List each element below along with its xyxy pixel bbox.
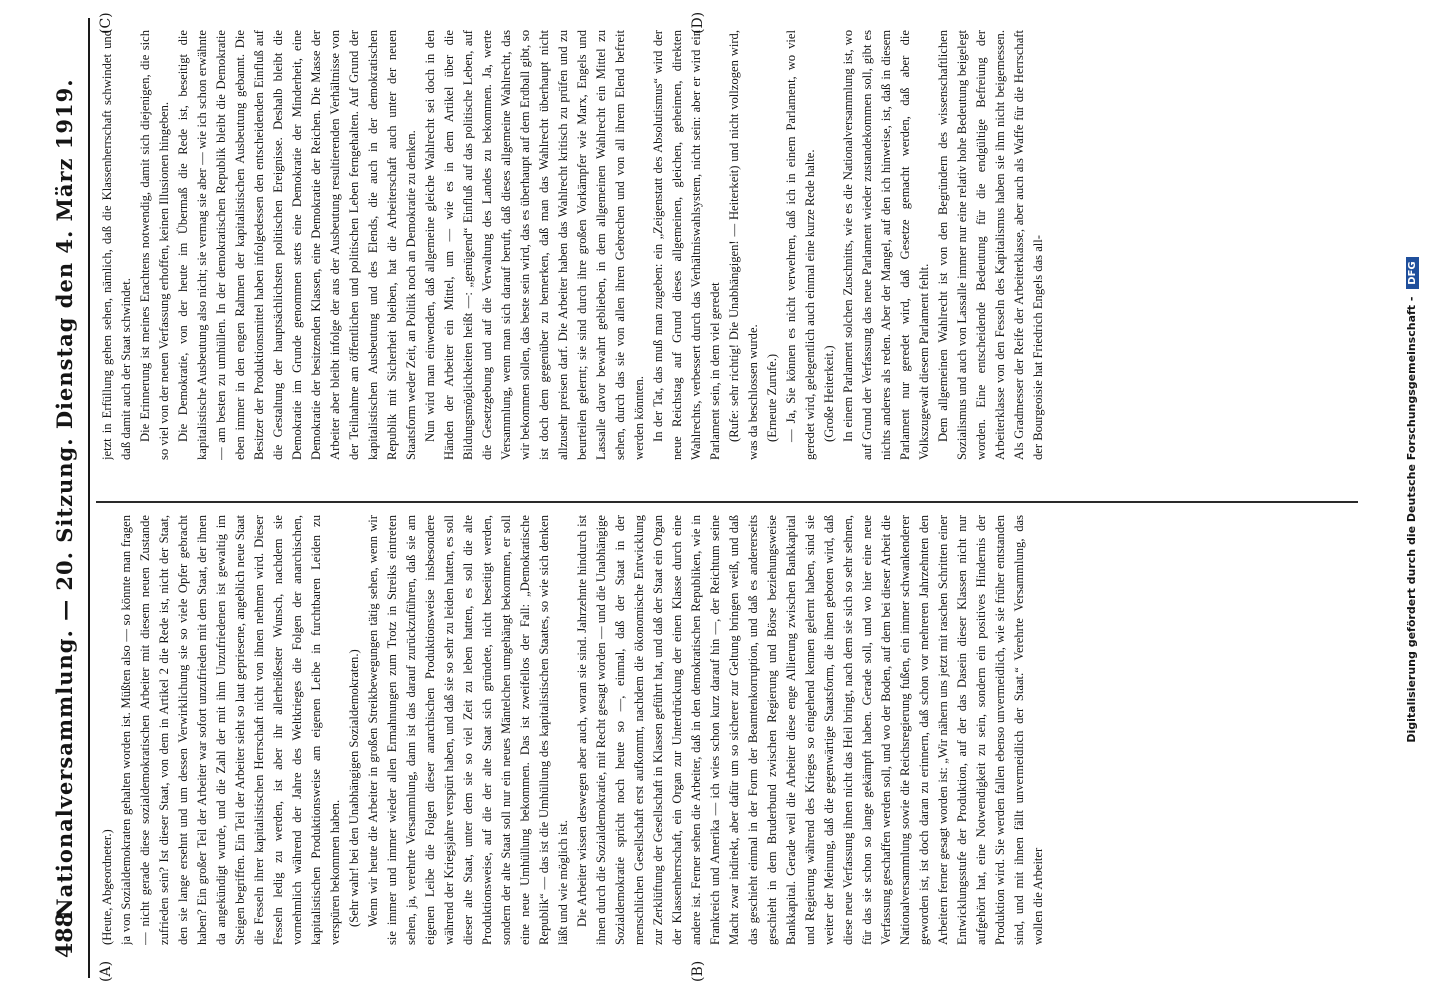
right-column <box>98 30 1348 460</box>
margin-mark-a: (A) <box>98 960 114 982</box>
paragraph: Die Demokratie, von der heute im Übermaß die Rede ist, beseitigt die kapitalistische Ausbeutung also nicht; sie vermag sie aber — wie ich schon erwähnte — am besten zu umhüllen. In der demokratischen Republik bleibt die Demokratie eben immer in den engen Rahmen der kapitalistischen Ausbeutung gebannt. Die Besitzer der Produktionsmittel haben infolgedessen den entscheidenden Einfluß auf die Gestaltung der hauptsächlichsten politischen Ereignisse. Deshalb bleibt die Demokratie im Grunde genommen stets eine Demokratie der Minderheit, eine Demokratie der besitzenden Klassen, eine Demokratie der Reichen. Die Masse der Arbeiter aber bleibt infolge der aus der Ausbeutung resultierenden Verhältnisse von der Teilnahme am öffentlichen und politischen Leben ferngehalten. Auf Grund der kapitalistischen Ausbeutung und des Elends, die auch in der demokratischen Republik mit Sicherheit bleiben, hat die Arbeiterschaft auch unter der neuen Staatsform weder Zeit, an Politik noch an Demokratie zu denken. <box>176 30 418 460</box>
paragraph: In der Tat, das muß man zugeben: ein „Zeigenstatt des Absolutismus“ wird der neue Reichstag auf Grund dieses allgemeinen, gleichen, geheimen, direkten Wahlrechts, verbessert durch das Verhältniswahlsystem, nicht sein: aber er wird ein Parlament sein, in dem viel geredet <box>651 30 722 460</box>
interjection: (Rufe: sehr richtig! Die Unabhängigen! — Heiterkeit) und nicht vollzogen wird, was da beschlossen wurde. <box>727 30 760 460</box>
margin-mark-c: (C) <box>98 12 114 34</box>
paragraph: — Ja, Sie können es nicht verwehren, daß ich in einem Parlament, wo viel geredet wird, gelegentlich auch einmal eine kurze Rede halte. <box>784 30 817 460</box>
speaker-attribution: (Heute, Abgeordneter.) <box>100 829 114 945</box>
paragraph: Die Erinnerung ist meines Erachtens notwendig, damit sich diejenigen, die sich so viel von der neuen Verfassung erhoffen, keinen Illusionen hingeben. <box>138 30 171 460</box>
left-column <box>98 515 1348 945</box>
dfg-logo: DFG <box>1406 257 1419 288</box>
footer-text: Digitalisierung gefördert durch die Deutsche Forschungsgemeinschaft - <box>1405 296 1418 743</box>
page-title: Nationalversammlung. — 20. Sitzung. Dienstag den 4. März 1919. <box>52 78 77 918</box>
paragraph: Die Arbeiter wissen deswegen aber auch, woran sie sind. Jahrzehnte hindurch ist ihnen durch die Sozialdemokratie, mit Recht gesagt worden — und die Unabhängige Sozialdemokratie spricht noch heute so —, einmal, daß der Staat in der menschlichen Gesellschaft erst aufkommt, nachdem die ökonomische Entwicklung zur Zerklüftung der Gesellschaft in Klassen geführt hat, und daß der Staat ein Organ der Klassenherrschaft, ein Organ zur Unterdrückung der einen Klasse durch eine andere ist. Ferner sehen die Arbeiter, daß in den demokratischen Republiken, wie in Frankreich und Amerika — ich wies schon kurz darauf hin —, der Reichtum seine Macht zwar indirekt, aber dafür um so sicherer zur Geltung bringen weiß, und daß das geschieht einmal in der Form der Beamtenkorruption, und daß es andererseits geschieht in dem Bruderbund zwischen Regierung und Börse beziehungsweise Bankkapital. Gerade weil die Arbeiter diese enge Allierung zwischen Bankkapital und Regierung während des Krieges so eingehend kennen gelernt haben, sind sie weiter der Meinung, daß die gegenwärtige Staatsform, die ihnen geboten wird, daß diese neue Verfassung ihnen nicht das Heil bringt, nach dem sie sich so sehr sehnen, für das sie schon so lange gekämpft haben. Gerade soll, und wo hier eine neue Verfassung geschaffen werden soll, und wo der Boden, auf dem bei dieser Arbeit die Nationalversammlung sowie die Reichsregierung fußen, ein immer schwankenderer geworden ist, ist doch daran zu erinnern, daß schon vor mehreren Jahrzehnten den Arbeitern ferner gesagt worden ist: „Wir nähern uns jetzt mit raschen Schritten einer Entwicklungsstufe der Produktion, auf der das Dasein dieser Klassen nicht nur aufgehört hat, eine Notwendigkeit zu sein, sondern ein positives Hindernis der Produktion wird. Sie werden fallen ebenso unvermeidlich, wie sie früher entstanden sind, und mit ihnen fällt unvermeidlich der Staat.“ Verehrte Versammlung, das wollen die Arbeiter <box>575 515 1045 945</box>
margin-mark-b: (B) <box>690 960 706 982</box>
margin-mark-d: (D) <box>690 11 706 34</box>
interjection: (Erneute Zurufe.) <box>765 353 779 442</box>
interjection: (Große Heiterkeit.) <box>822 345 836 442</box>
paragraph: Wenn wir heute die Arbeiter in großen Streikbewegungen tätig sehen, wenn wir sie immer und immer wieder allen Ermahnungen zum Trotz in Streiks eintreten sehen, ja, verehrte Versammlung, dann ist das darauf zurückzuführen, daß sie am eigenen Leibe die Folgen dieser anarchischen Produktionsweise insbesondere während der Kriegsjahre verspürt haben, und daß sie so sehr zu leiden hatten, es soll dieser alte Staat, unter dem sie so viel Zeit zu leben hatten, es soll die alte Produktionsweise, auf die der alte Staat sich gründete, nicht beseitigt werden, sondern der alte Staat soll nur ein neues Mäntelchen umgehängt bekommen, er soll eine neue Umhüllung bekommen. Das ist zweifellos der Fall: „Demokratische Republik“ — das ist die Umhüllung des kapitalistischen Staates, so wie sich denken läßt und wie möglich ist. <box>366 515 570 945</box>
column-divider <box>96 501 1358 503</box>
paragraph: Nun wird man einwenden, daß allgemeine gleiche Wahlrecht sei doch in den Händen der Arbeiter ein Mittel, um — wie es in dem Artikel über die Bildungsmöglichkeiten heißt —: „genügend“ Einfluß auf das politische Leben, auf die Gesetzgebung und auf die Verwaltung des Landes zu bekommen. Ja, werte Versammlung, wenn man sich darauf beruft, daß dieses allgemeine Wahlrecht, das wir bekommen sollen, das beste sein wird, das es überhaupt auf dem Erdball gibt, so ist doch dem gegenüber zu bemerken, daß man das Wahlrecht überhaupt nicht allzusehr preisen darf. Die Arbeiter haben das Wahlrecht kritisch zu prüfen und zu beurteilen gelernt; sie sind durch ihre großen Vorkämpfer wie Marx, Engels und Lassalle davor bewahrt geblieben, in dem allgemeinen Wahlrecht ein Mittel zu sehen, durch das sie von allen ihren Gebrechen und von all ihrem Elend befreit werden könnten. <box>423 30 646 460</box>
interjection: (Sehr wahr! bei den Unabhängigen Sozialdemokraten.) <box>347 649 361 927</box>
paragraph: ja von Sozialdemokraten gehalten worden ist. Müßten also — so könnte man fragen — nicht gerade diese sozialdemokratischen Arbeiter mit diesem neuen Zustande zufrieden sein? Ist dieser Staat, von dem in Artikel 2 die Rede ist, nicht der Staat, den sie lange ersehnt und um dessen Verwirklichung sie so viele Opfer gebracht haben? Ein großer Teil der Arbeiter war sofort unzufrieden mit dem Staat, der ihnen da angekündigt wurde, und die Zahl der mit ihm Unzufriedenen ist gewaltig im Steigen begriffen. Ein Teil der Arbeiter sieht so laut gepriesene, angeblich neue Staat die Fesseln ihrer kapitalistischen Herrschaft nicht von ihnen nehmen wird. Dieser Fesseln ledig zu werden, ist aber ihr allerheißester Wunsch, nachdem sie vornehmlich während der Jahre des Weltkrieges die Folgen der anarchischen, kapitalistischen Produktionsweise am eigenen Leibe in furchtbaren Leiden zu verspüren bekommen haben. <box>119 515 342 945</box>
page-number: 488 <box>52 912 78 958</box>
digitization-footer <box>1405 0 1419 1000</box>
page-header <box>48 18 90 978</box>
paragraph: In einem Parlament solchen Zuschnitts, wie es die Nationalversammlung ist, wo auf Grund der Verfassung das neue Parlament wieder zustandekommen soll, gibt es nichts anderes als reden. Aber der Mangel, auf den ich hinweise, ist, daß in diesem Parlament nur geredet wird, daß Gesetze gemacht werden, daß aber die Volkszugewalt diesem Parlament fehlt. <box>841 30 931 460</box>
paragraph: jetzt in Erfüllung gehen sehen, nämlich, daß die Klassenherrschaft schwindet und daß damit auch der Staat schwindet. <box>100 30 133 460</box>
paragraph: Dem allgemeinen Wahlrecht ist von den Begründern des wissenschaftlichen Sozialismus und auch von Lassalle immer nur eine relativ hohe Bedeutung beigelegt worden. Eine entscheidende Bedeutung für die endgültige Befreiung der Arbeiterklasse von den Fesseln des Kapitalismus haben sie ihm nicht beigemessen. Als Gradmesser der Reife der Arbeiterklasse, aber auch als Waffe für die Herrschaft der Bourgeoisie hat Friedrich Engels das all- <box>936 30 1045 460</box>
